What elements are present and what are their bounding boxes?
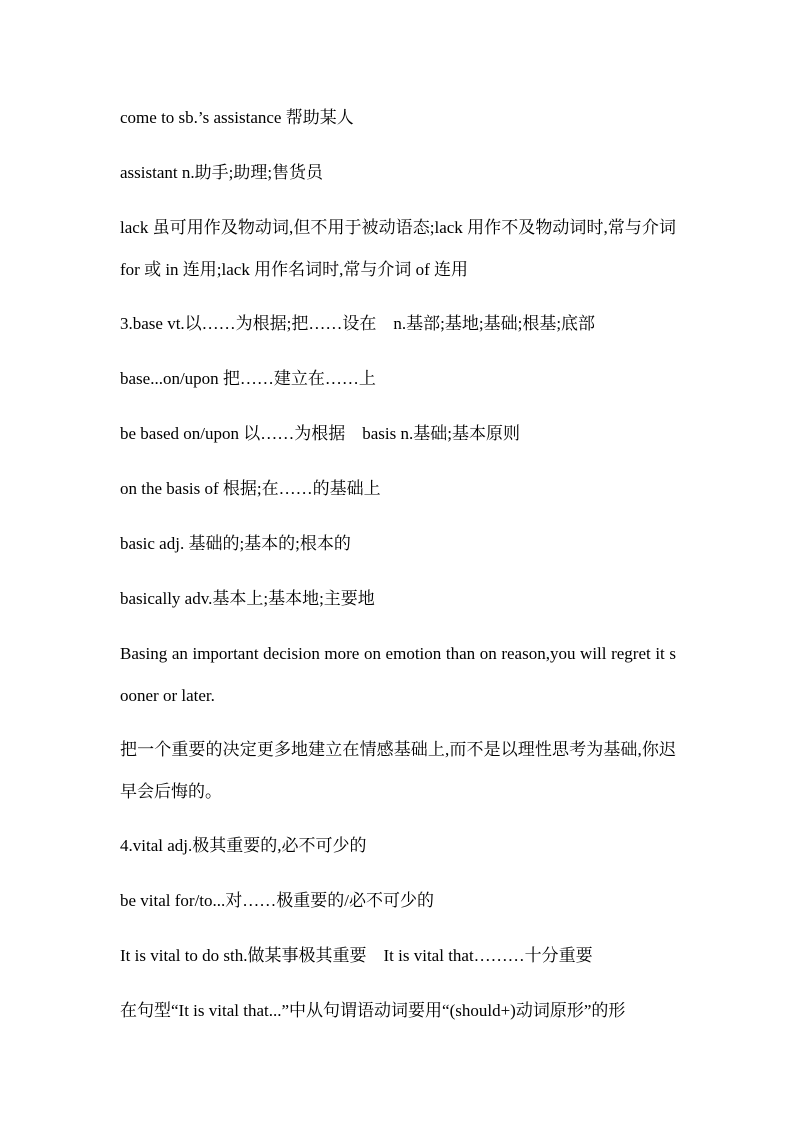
heading-base: 3.base vt.以……为根据;把……设在 n.基部;基地;基础;根基;底部 [120, 314, 596, 333]
word-basic: basic adj. 基础的;基本的;根本的 [120, 534, 351, 553]
phrase-come-to-assistance: come to sb.’s assistance 帮助某人 [120, 108, 354, 127]
word-assistant: assistant n.助手;助理;售货员 [120, 163, 324, 182]
word-basically: basically adv.基本上;基本地;主要地 [120, 589, 375, 608]
example-sentence-chinese: 把一个重要的决定更多地建立在情感基础上,而不是以理性思考为基础,你迟早会后悔的。 [120, 740, 676, 801]
phrase-it-is-vital: It is vital to do sth.做某事极其重要 It is vital that………十分重要 [120, 946, 593, 965]
note-vital-that-clause: 在句型“It is vital that...”中从句谓语动词要用“(should+)动词原形”的形 [120, 1001, 626, 1020]
phrase-base-on: base...on/upon 把……建立在……上 [120, 369, 376, 388]
phrase-be-vital-for: be vital for/to...对……极重要的/必不可少的 [120, 891, 435, 910]
heading-vital: 4.vital adj.极其重要的,必不可少的 [120, 836, 367, 855]
example-sentence-english: Basing an important decision more on emotion than on reason,you will regret it sooner or later. [120, 644, 676, 705]
phrase-be-based-on: be based on/upon 以……为根据 basis n.基础;基本原则 [120, 424, 520, 443]
phrase-on-the-basis-of: on the basis of 根据;在……的基础上 [120, 479, 381, 498]
note-lack-usage: lack 虽可用作及物动词,但不用于被动语态;lack 用作不及物动词时,常与介词 for 或 in 连用;lack 用作名词时,常与介词 of 连用 [120, 218, 676, 279]
